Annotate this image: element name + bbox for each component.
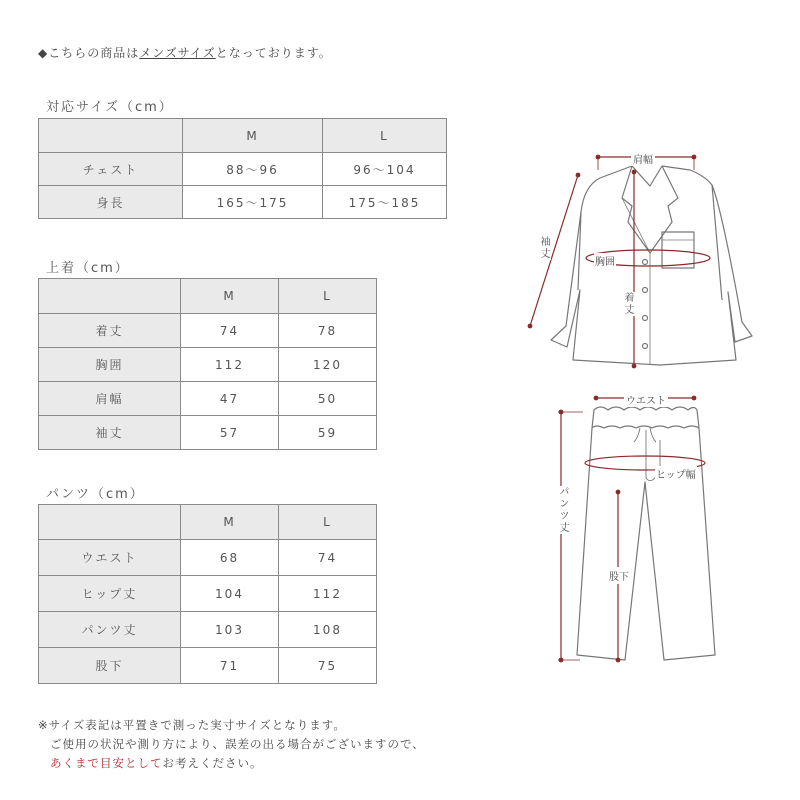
- pants-length-label: パンツ丈: [557, 486, 568, 534]
- cell-m: 165〜175: [183, 186, 323, 219]
- cell-l: 112: [279, 576, 377, 612]
- top-table-title: 上着（cm）: [46, 261, 130, 276]
- row-label: 股下: [39, 648, 181, 684]
- cell-m: 112: [181, 348, 279, 382]
- row-label: 身長: [39, 186, 183, 219]
- cell-l: 96〜104: [323, 153, 447, 186]
- row-label: ウエスト: [39, 540, 181, 576]
- sleeve-length-label: 袖丈: [538, 236, 549, 260]
- cell-m: 71: [181, 648, 279, 684]
- cell-m: 88〜96: [183, 153, 323, 186]
- header-cell-m: M: [181, 505, 279, 540]
- cell-m: 74: [181, 314, 279, 348]
- header-cell-m: M: [181, 279, 279, 314]
- row-label: 肩幅: [39, 382, 181, 416]
- row-label: パンツ丈: [39, 612, 181, 648]
- header-cell-l: L: [323, 119, 447, 153]
- size-table-title: 対応サイズ（cm）: [46, 100, 174, 115]
- pants-table-title: パンツ（cm）: [46, 487, 145, 502]
- inseam-label: 股下: [608, 567, 630, 584]
- cell-l: 108: [279, 612, 377, 648]
- note-emphasis: あくまで目安として: [50, 756, 163, 770]
- cell-l: 78: [279, 314, 377, 348]
- note-line-2: ご使用の状況や測り方により、誤差の出る場合がございますので、: [50, 737, 425, 751]
- pants-measure-lines: [558, 398, 705, 660]
- cell-l: 120: [279, 348, 377, 382]
- chest-label: 胸囲: [594, 253, 616, 268]
- jacket-length-label: 着丈: [622, 292, 633, 316]
- cell-l: 50: [279, 382, 377, 416]
- row-label: 胸囲: [39, 348, 181, 382]
- header-cell-l: L: [279, 279, 377, 314]
- hip-label: ヒップ幅: [655, 466, 697, 481]
- intro-highlight: メンズサイズ: [139, 46, 216, 60]
- intro-suffix: となっております。: [215, 46, 332, 60]
- row-label: 袖丈: [39, 416, 181, 450]
- cell-l: 75: [279, 648, 377, 684]
- row-label: チェスト: [39, 153, 183, 186]
- waist-label: ウエスト: [624, 392, 668, 407]
- cell-l: 74: [279, 540, 377, 576]
- header-cell-l: L: [279, 505, 377, 540]
- row-label: ヒップ丈: [39, 576, 181, 612]
- cell-l: 59: [279, 416, 377, 450]
- cell-m: 103: [181, 612, 279, 648]
- pants-illustration: [577, 407, 715, 660]
- note-line-3-rest: お考えください。: [162, 756, 263, 770]
- cell-m: 104: [181, 576, 279, 612]
- header-cell-m: M: [183, 119, 323, 153]
- note-line-1: ※サイズ表記は平置きで測った実寸サイズとなります。: [38, 718, 346, 732]
- shoulder-width-label: 肩幅: [631, 151, 655, 166]
- cell-m: 47: [181, 382, 279, 416]
- intro-prefix: ◆こちらの商品は: [38, 46, 140, 60]
- cell-l: 175〜185: [323, 186, 447, 219]
- cell-m: 68: [181, 540, 279, 576]
- cell-m: 57: [181, 416, 279, 450]
- row-label: 着丈: [39, 314, 181, 348]
